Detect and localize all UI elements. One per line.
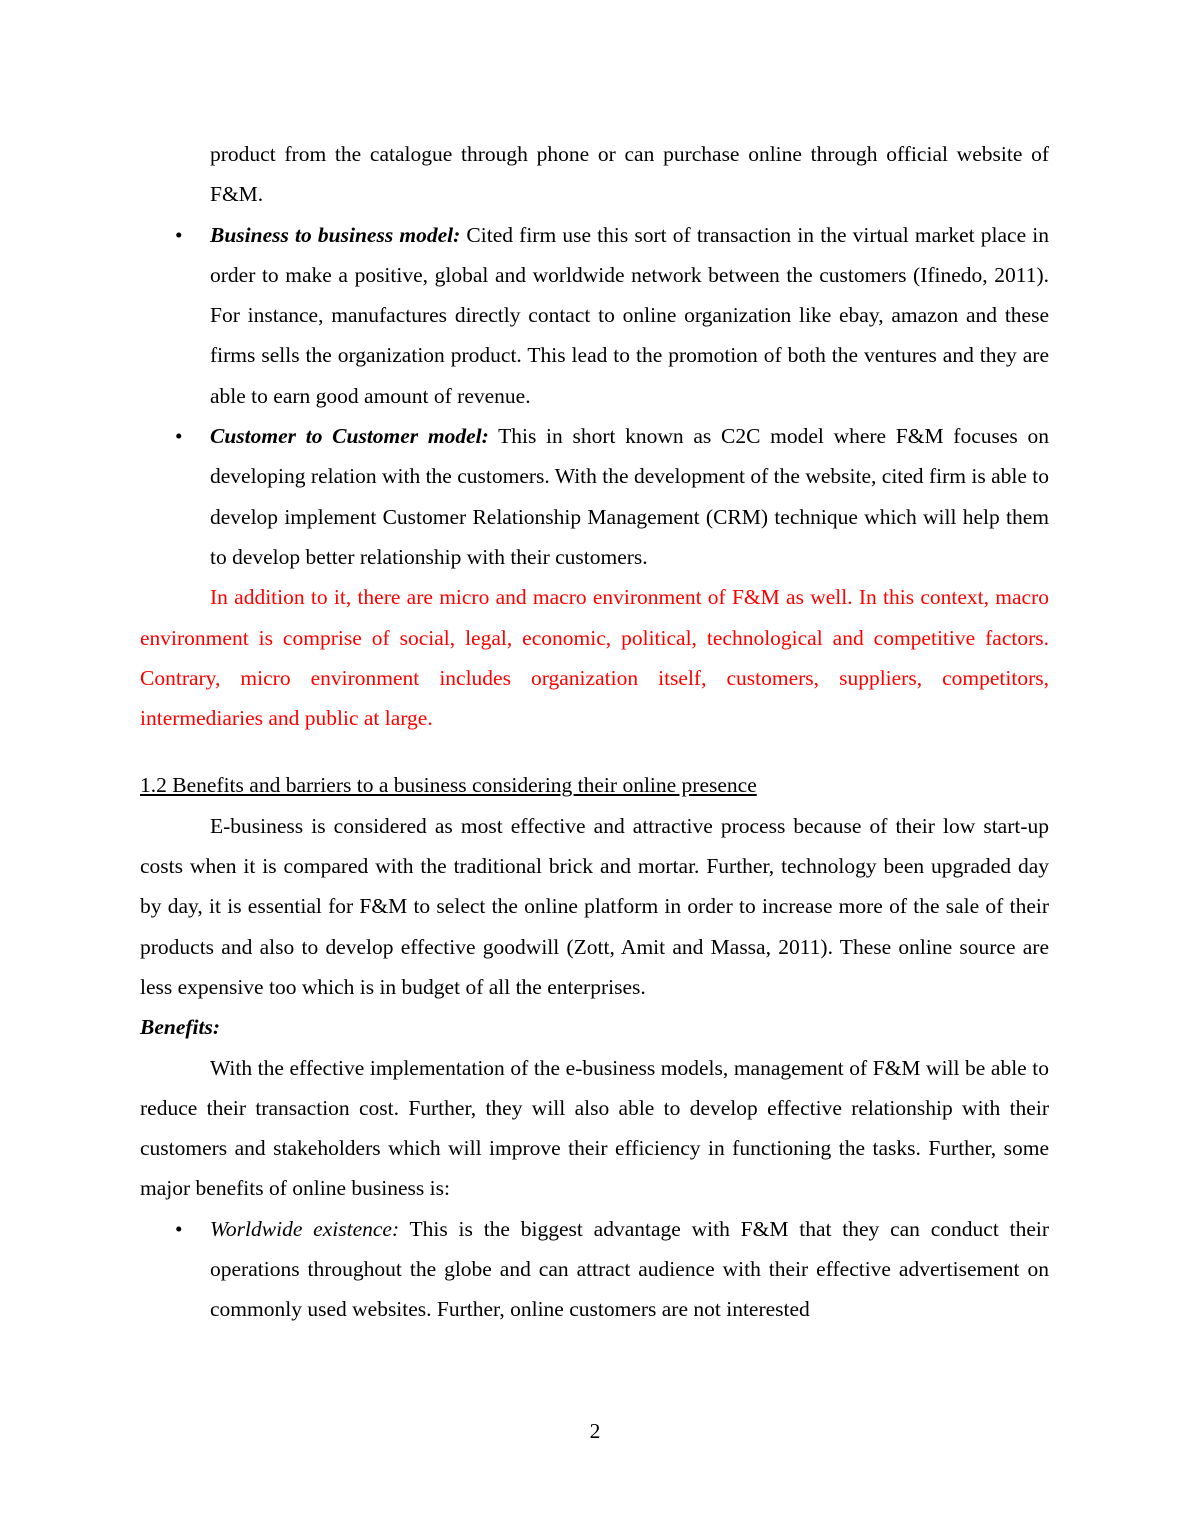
bullet-text: This is the biggest advantage with F&M that they can conduct their operations throughout the globe and can attract audience with their effective advertisement on commonly used websites. Further, online customers are not interested xyxy=(210,1216,1049,1322)
bullet-icon: • xyxy=(175,222,183,247)
bullet-term: Customer to Customer model: xyxy=(210,424,489,449)
bullet-term: Worldwide existence: xyxy=(210,1216,400,1241)
continuation-paragraph: product from the catalogue through phone or can purchase online through official website of F&M. xyxy=(210,142,1049,207)
benefits-paragraph: With the effective implementation of the e-business models, management of F&M will be able to reduce their transaction cost. Further, they will also able to develop effective relationship with their customers and stakeholders which will improve their efficiency in functioning the tasks. Further, some major benefits of online business is: xyxy=(140,1055,1049,1201)
bullet-icon: • xyxy=(175,424,183,449)
section-paragraph: E-business is considered as most effective and attractive process because of their low start-up costs when it is compared with the traditional brick and mortar. Further, technology been upgraded day by day, it is essential for F&M to select the online platform in order to increase more of the sale of their products and also to develop effective goodwill (Zott, Amit and Massa, 2011). These online source are less expensive too which is in budget of all the enterprises. xyxy=(140,813,1049,999)
bullet-icon: • xyxy=(175,1216,183,1241)
bullet-text: Cited firm use this sort of transaction in the virtual market place in order to make a positive, global and worldwide network between the customers (Ifinedo, 2011). For instance, manufactures directly contact to online organization like ebay, amazon and these firms sells the organization product. This lead to the promotion of both the ventures and they are able to earn good amount of revenue. xyxy=(210,222,1050,408)
benefits-heading: Benefits: xyxy=(140,1015,221,1040)
bullet-item-worldwide xyxy=(175,1209,1049,1330)
page-number: 2 xyxy=(589,1419,601,1443)
bullet-text: This in short known as C2C model where F&M focuses on developing relation with the customers. With the development of the website, cited firm is able to develop implement Customer Relationship Management (CRM) technique which will help them to develop better relationship with their customers. xyxy=(210,424,1049,569)
environment-paragraph: In addition to it, there are micro and macro environment of F&M as well. In this context, macro environment is comprise of social, legal, economic, political, technological and competitive factors. Contrary, micro environment includes organization itself, customers, suppliers, competitors, intermediaries and public at large. xyxy=(140,585,1049,731)
bullet-item-c2c xyxy=(175,416,1049,577)
section-heading: 1.2 Benefits and barriers to a business considering their online presence xyxy=(140,773,757,798)
document-page xyxy=(140,134,1049,1330)
bullet-item-b2b xyxy=(175,215,1050,416)
bullet-term: Business to business model: xyxy=(210,222,461,247)
